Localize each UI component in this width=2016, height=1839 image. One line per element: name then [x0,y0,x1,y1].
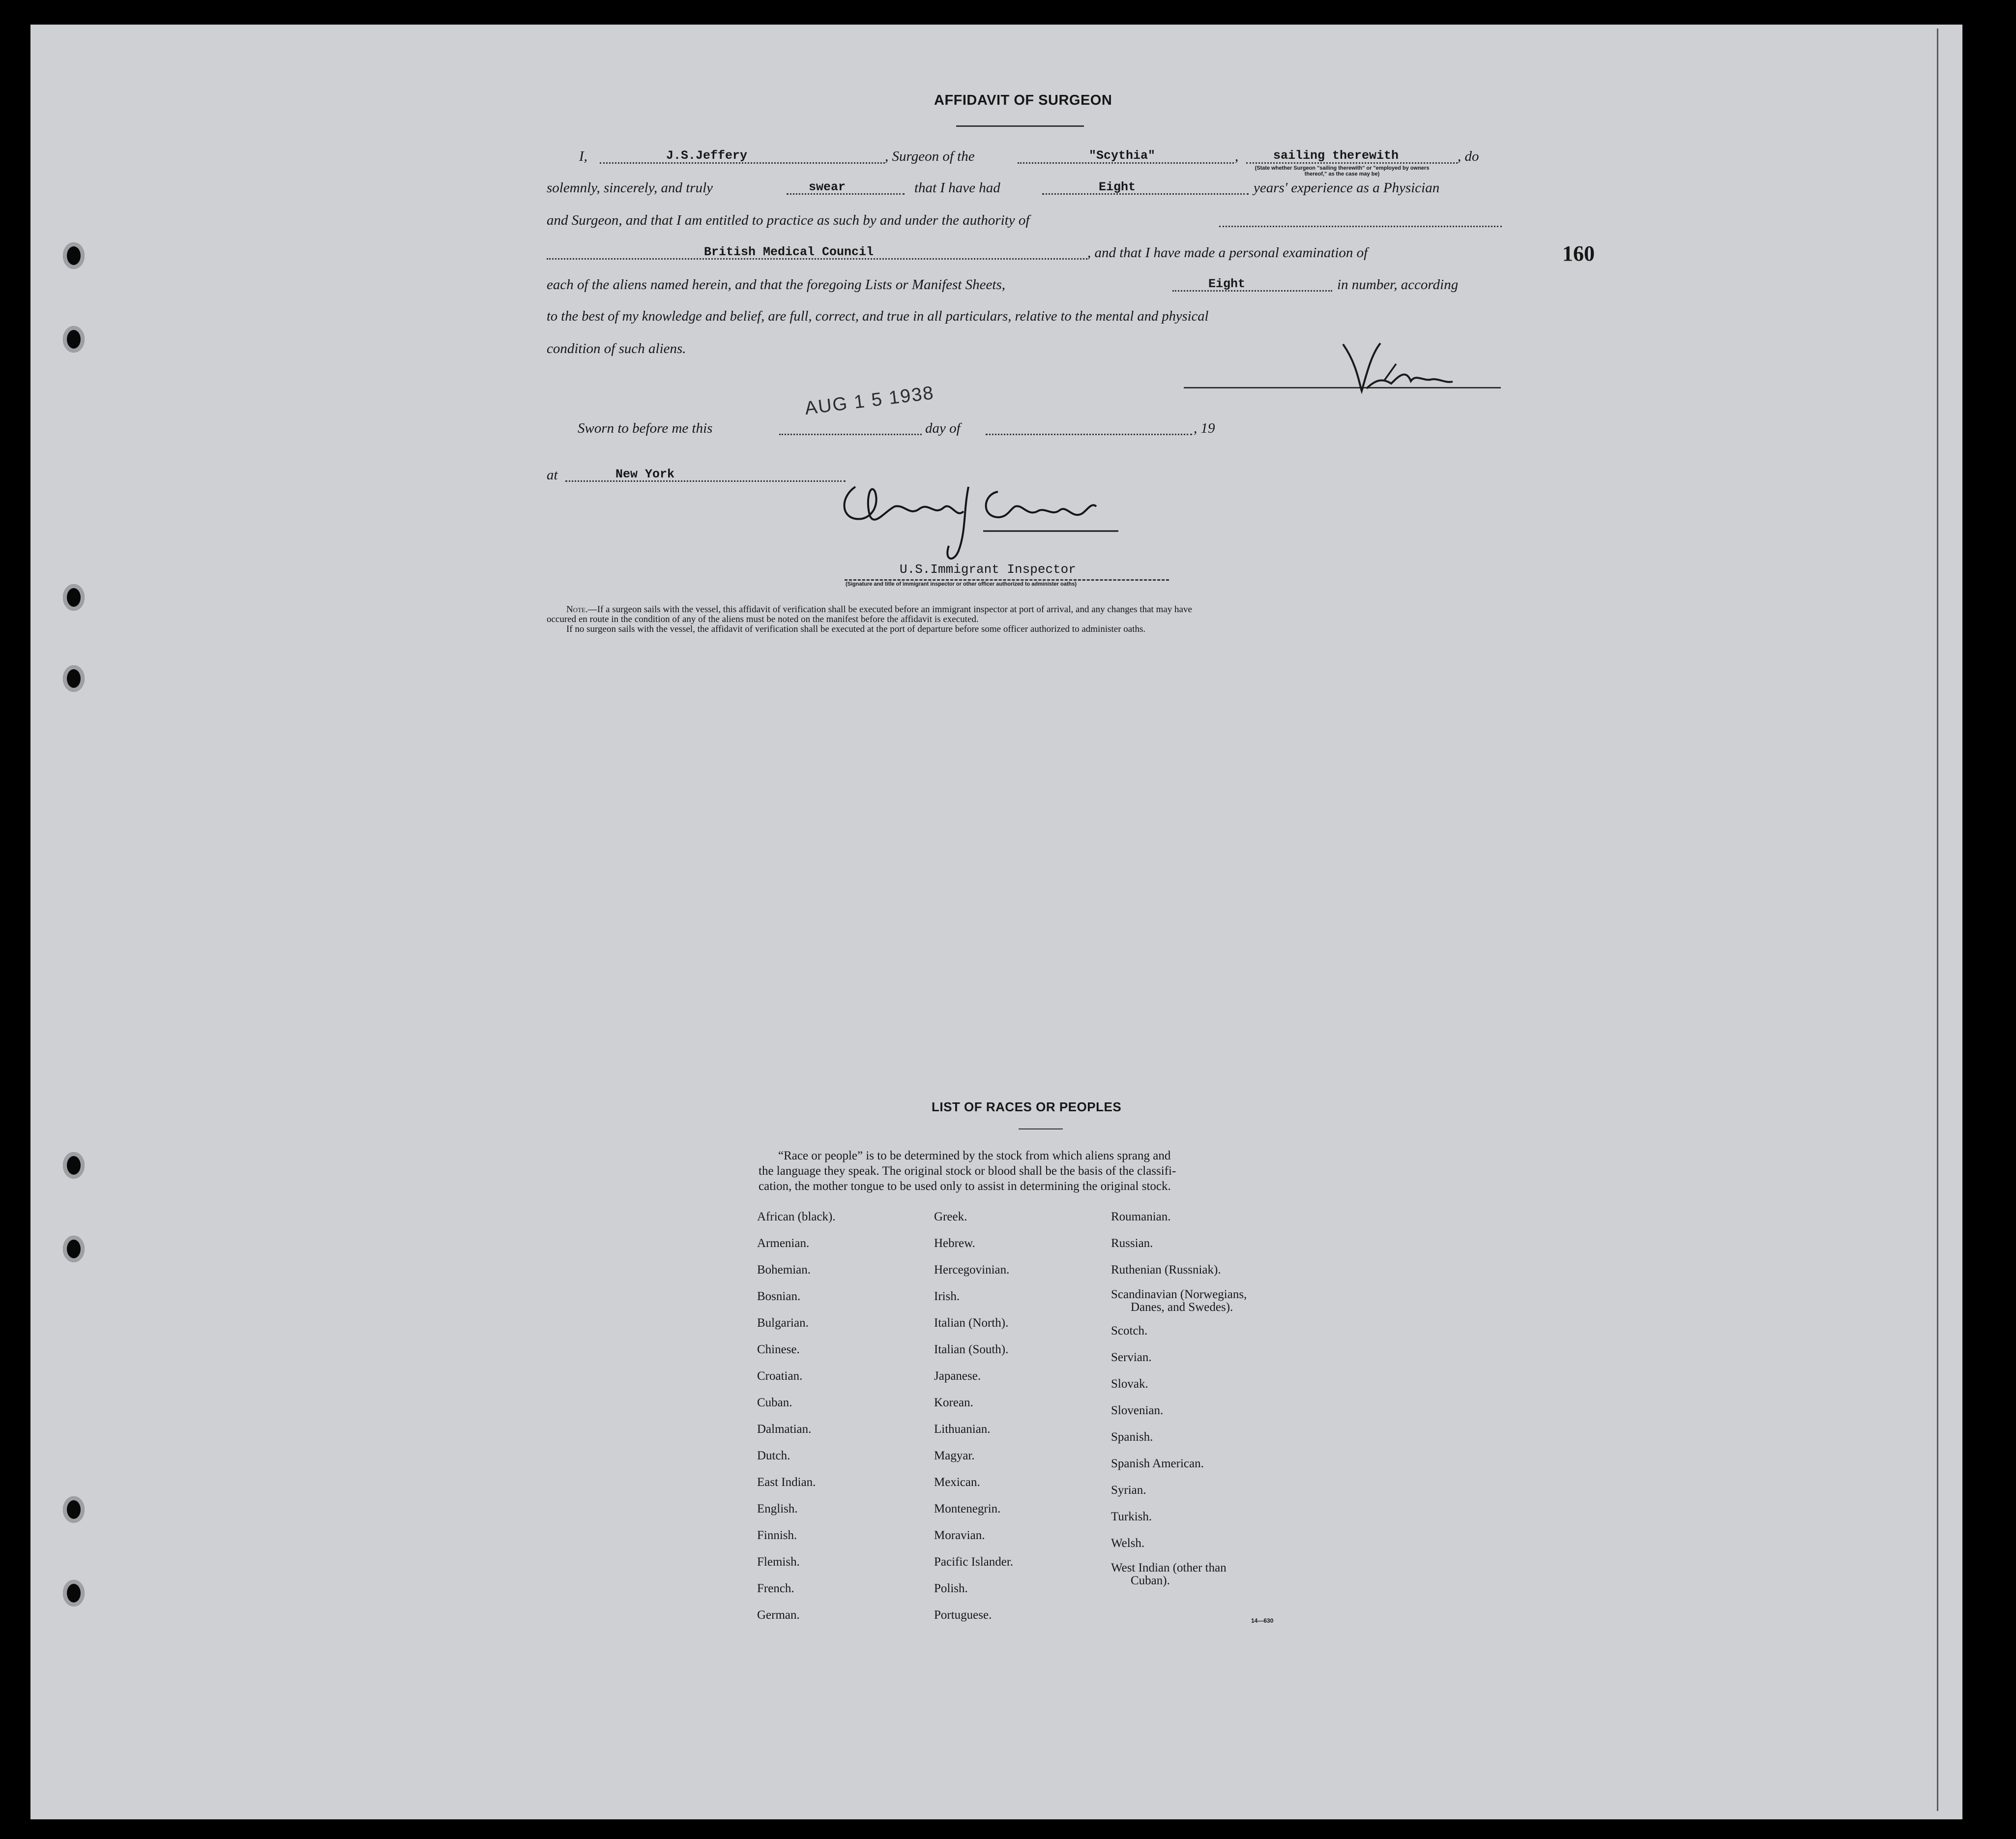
line4-post: , and that I have made a personal examination of [1087,245,1368,261]
race-item: French. [757,1582,794,1595]
races-intro-line2: the language they speak. The original stock or blood shall be the basis of the classifi- [759,1164,1176,1178]
race-item: Dalmatian. [757,1423,812,1436]
scandinavian-line1: Scandinavian (Norwegians, [1111,1288,1247,1301]
sworn-pre: Sworn to before me this [578,420,713,436]
race-item: Servian. [1111,1351,1152,1364]
race-item: Spanish. [1111,1430,1153,1444]
line1-post: , do [1458,148,1479,164]
race-item: Slovak. [1111,1377,1148,1391]
line5-post: in number, according [1337,277,1459,293]
west-indian-line2: Cuban). [1131,1574,1170,1587]
sworn-date-line [779,434,922,435]
binder-hole [63,665,85,692]
race-item: Welsh. [1111,1537,1145,1550]
line6: to the best of my knowledge and belief, are full, correct, and true in all particulars, relative to the mental and physical [547,309,1209,324]
race-item: Bohemian. [757,1263,811,1276]
at-pre: at [547,467,558,483]
affidavit-title: AFFIDAVIT OF SURGEON [934,92,1112,108]
affidavit-note [547,605,1503,634]
years-experience: Eight [1099,180,1136,194]
race-item: African (black). [757,1210,836,1223]
surgeon-name: J.S.Jeffery [666,148,748,163]
race-item: Magyar. [934,1449,975,1462]
race-item: Chinese. [757,1343,800,1356]
note-line2: occured en route in the condition of any of the aliens must be noted on the manifest before the affidavit is executed. [547,614,979,624]
race-item: Korean. [934,1396,973,1409]
ship-name: "Scythia" [1089,148,1156,163]
page-number: 160 [1562,241,1595,266]
race-item: English. [757,1502,798,1515]
races-intro-line3: cation, the mother tongue to be used only to assist in determining the original stock. [759,1180,1171,1193]
sworn-mid: day of [925,420,961,436]
years-line [1042,193,1249,195]
inspector-title: U.S.Immigrant Inspector [900,562,1076,577]
note-line3: If no surgeon sails with the vessel, the affidavit of verification shall be executed at the port of departure before some officer authorized to administer oaths. [566,624,1146,634]
sworn-month-line [986,434,1192,435]
binder-hole [63,1152,85,1179]
races-column-2 [934,1204,1013,1629]
surgeon-status: sailing therewith [1273,148,1399,163]
place-line [565,480,846,482]
note-label: Note. [566,604,588,615]
oath-type: swear [809,180,846,194]
race-item: Japanese. [934,1369,981,1383]
race-item: Lithuanian. [934,1423,991,1436]
race-item: Roumanian. [1111,1210,1171,1223]
binder-hole [63,1496,85,1523]
races-title-underline [1019,1128,1063,1129]
race-item: Polish. [934,1582,968,1595]
races-intro [759,1148,1176,1194]
sheet-count: Eight [1208,277,1246,291]
race-item: German. [757,1608,800,1622]
line1-comma: , [1235,148,1239,164]
west-indian-line1: West Indian (other than [1111,1561,1227,1574]
race-item: Moravian. [934,1529,985,1542]
race-item: Bulgarian. [757,1316,809,1330]
race-item: Dutch. [757,1449,790,1462]
sworn-post: , 19 [1194,420,1215,436]
race-item: Bosnian. [757,1290,801,1303]
race-item: Pacific Islander. [934,1555,1014,1569]
form-code: 14—630 [1251,1617,1274,1624]
surgeon-signature [1337,334,1455,403]
race-item: Armenian. [757,1237,810,1250]
binder-hole [63,326,85,353]
race-item: Syrian. [1111,1483,1146,1497]
race-item-scandinavian [1111,1283,1247,1318]
race-item: Spanish American. [1111,1457,1204,1470]
line7: condition of such aliens. [547,341,686,356]
race-item: Russian. [1111,1237,1153,1250]
status-note: (State whether Surgeon "sailing therewith" or "employed by owners thereof," as the case may be) [1255,165,1430,177]
race-item: Mexican. [934,1476,980,1489]
races-title: LIST OF RACES OR PEOPLES [932,1099,1122,1114]
line2-mid: that I have had [914,180,1000,196]
races-column-1 [757,1204,836,1629]
authority-line-top [1219,226,1502,227]
inspector-line [845,579,1169,581]
race-item: Slovenian. [1111,1404,1164,1417]
binder-hole [63,1236,85,1262]
race-item: Italian (North). [934,1316,1009,1330]
race-item: Finnish. [757,1529,797,1542]
line2-post: years' experience as a Physician [1254,180,1440,196]
race-item: East Indian. [757,1476,816,1489]
binder-hole [63,584,85,611]
race-item: Hebrew. [934,1237,975,1250]
inspector-caption: (Signature and title of immigrant inspector or other officer authorized to administer oaths) [846,581,1077,587]
race-item: Scotch. [1111,1324,1148,1337]
line5-pre: each of the aliens named herein, and that the foregoing Lists or Manifest Sheets, [547,277,1005,293]
race-item: Ruthenian (Russniak). [1111,1263,1221,1276]
inspector-signature [836,472,1121,570]
race-item: Irish. [934,1290,960,1303]
races-intro-line1: “Race or people” is to be determined by the stock from which aliens sprang and [778,1149,1171,1162]
binder-hole [63,242,85,269]
race-item: Italian (South). [934,1343,1009,1356]
binder-hole [63,1580,85,1606]
race-item: Hercegovinian. [934,1263,1010,1276]
date-stamp: AUG 1 5 1938 [803,383,935,419]
line2-pre: solemnly, sincerely, and truly [547,180,713,196]
line1-mid: , Surgeon of the [885,148,975,164]
title-underline [956,125,1084,127]
race-item: Greek. [934,1210,967,1223]
race-item: Portuguese. [934,1608,992,1622]
page-edge [1937,29,1938,1811]
licensing-authority: British Medical Council [704,245,874,259]
sworn-place: New York [615,467,675,481]
note-line1: —If a surgeon sails with the vessel, this affidavit of verification shall be executed before an immigrant inspector at port of arrival, and any changes that may have [587,604,1192,615]
scandinavian-line2: Danes, and Swedes). [1131,1301,1233,1314]
race-item: Croatian. [757,1369,803,1383]
race-item: Cuban. [757,1396,792,1409]
race-item-west-indian [1111,1557,1247,1587]
line3: and Surgeon, and that I am entitled to practice as such by and under the authority of [547,212,1030,228]
races-column-3 [1111,1204,1247,1587]
race-item: Turkish. [1111,1510,1152,1523]
race-item: Flemish. [757,1555,800,1569]
count-line [1172,290,1332,292]
line1-pre: I, [579,148,587,164]
race-item: Montenegrin. [934,1502,1001,1515]
